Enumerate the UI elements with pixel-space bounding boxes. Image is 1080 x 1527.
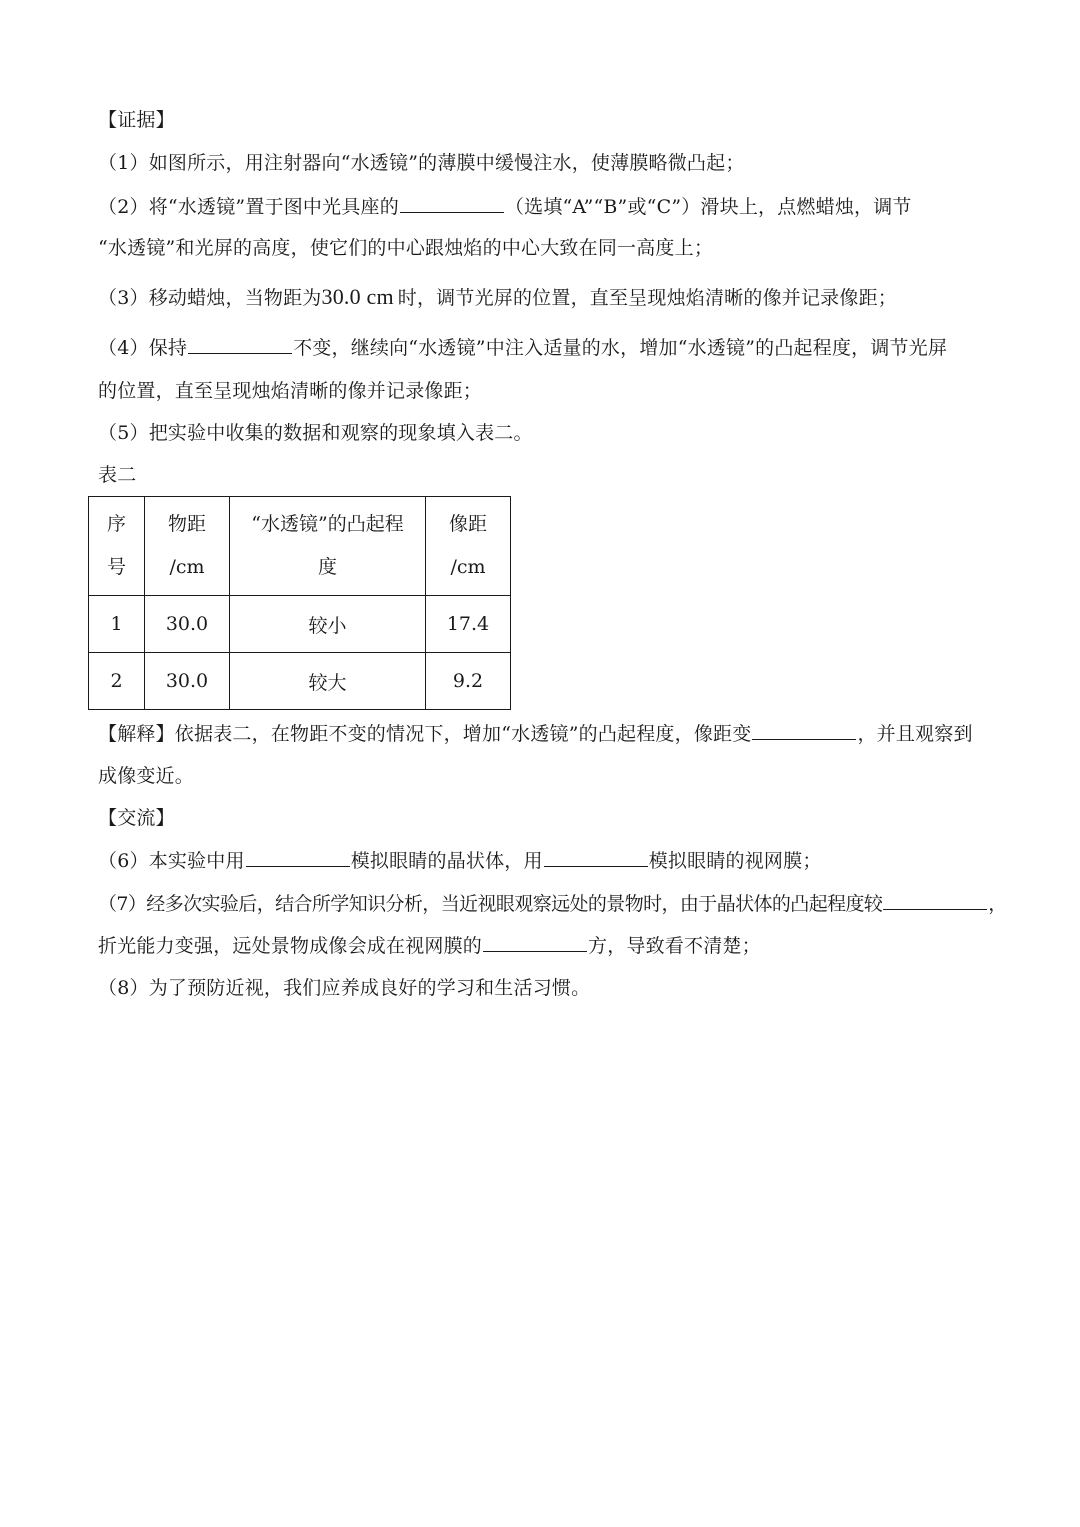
answer-blank-image-distance[interactable] [752,721,856,740]
question-6 [98,848,822,873]
cell-convexity: 较大 [230,653,426,710]
interpretation-text-a: 【解释】依据表二，在物距不变的情况下，增加“水透镜”的凸起程度，像距变 [98,723,752,745]
step-4-text-b: 不变，继续向“水透镜”中注入适量的水，增加“水透镜”的凸起程度，调节光屏 [293,337,948,359]
cell-index: 2 [89,653,145,710]
header-index: 序 号 [89,497,145,596]
step-4-continued: 的位置，直至呈现烛焰清晰的像并记录像距； [98,380,483,402]
cell-index: 1 [89,596,145,653]
question-6-text-a: （6）本实验中用 [98,850,245,872]
step-2-text-a: （2）将“水透镜”置于图中光具座的 [98,196,399,218]
step-2 [98,194,912,219]
answer-blank-slider[interactable] [400,194,504,213]
question-7-text-a: （7）经多次实验后，结合所学知识分析，当近视眼观察远处的景物时，由于晶状体的凸起程度较 [98,893,883,915]
object-distance-value: 30.0 cm [321,284,394,309]
table-caption: 表二 [98,464,137,486]
question-8: （8）为了预防近视，我们应养成良好的学习和生活习惯。 [98,977,591,999]
data-table [88,496,511,710]
question-7-text-c: 折光能力变强，远处景物成像会成在视网膜的 [98,935,483,957]
step-3-text-a: （3）移动蜡烛，当物距为 [98,287,322,309]
answer-blank-direction[interactable] [483,933,587,952]
header-convexity: “水透镜”的凸起程 度 [230,497,426,596]
step-3-text-b: 时，调节光屏的位置，直至呈现烛焰清晰的像并记录像距； [397,287,897,309]
cell-object-distance: 30.0 [145,596,230,653]
evidence-heading: 【证据】 [98,109,175,131]
step-4 [98,335,947,360]
interpretation [98,721,973,746]
question-7 [98,891,1007,916]
step-5: （5）把实验中收集的数据和观察的现象填入表二。 [98,422,533,444]
cell-image-distance: 17.4 [426,596,511,653]
answer-blank-retina-model[interactable] [544,848,648,867]
step-3 [98,285,897,310]
cell-object-distance: 30.0 [145,653,230,710]
step-2-text-b: （选填“A”“B”或“C”）滑块上，点燃蜡烛，调节 [504,196,912,218]
answer-blank-convexity[interactable] [883,891,987,910]
step-2-continued: “水透镜”和光屏的高度，使它们的中心跟烛焰的中心大致在同一高度上； [98,237,714,259]
question-6-text-c: 模拟眼睛的视网膜； [648,850,822,872]
cell-image-distance: 9.2 [426,653,511,710]
table-row [89,596,511,653]
table-row [89,653,511,710]
question-7-continued [98,933,761,958]
step-4-text-a: （4）保持 [98,337,188,359]
answer-blank-lens-model[interactable] [246,848,350,867]
exchange-heading: 【交流】 [98,807,175,829]
table-header-row [89,497,511,596]
question-7-text-b: ， [988,893,1007,915]
header-object-distance: 物距 /cm [145,497,230,596]
question-7-text-d: 方，导致看不清楚； [588,935,761,957]
interpretation-continued: 成像变近。 [98,765,195,787]
header-image-distance: 像距 /cm [426,497,511,596]
cell-convexity: 较小 [230,596,426,653]
answer-blank-keep-constant[interactable] [188,335,292,354]
question-6-text-b: 模拟眼睛的晶状体，用 [350,850,543,872]
step-1: （1）如图所示，用注射器向“水透镜”的薄膜中缓慢注水，使薄膜略微凸起； [98,152,745,174]
interpretation-text-b: ，并且观察到 [857,723,973,745]
